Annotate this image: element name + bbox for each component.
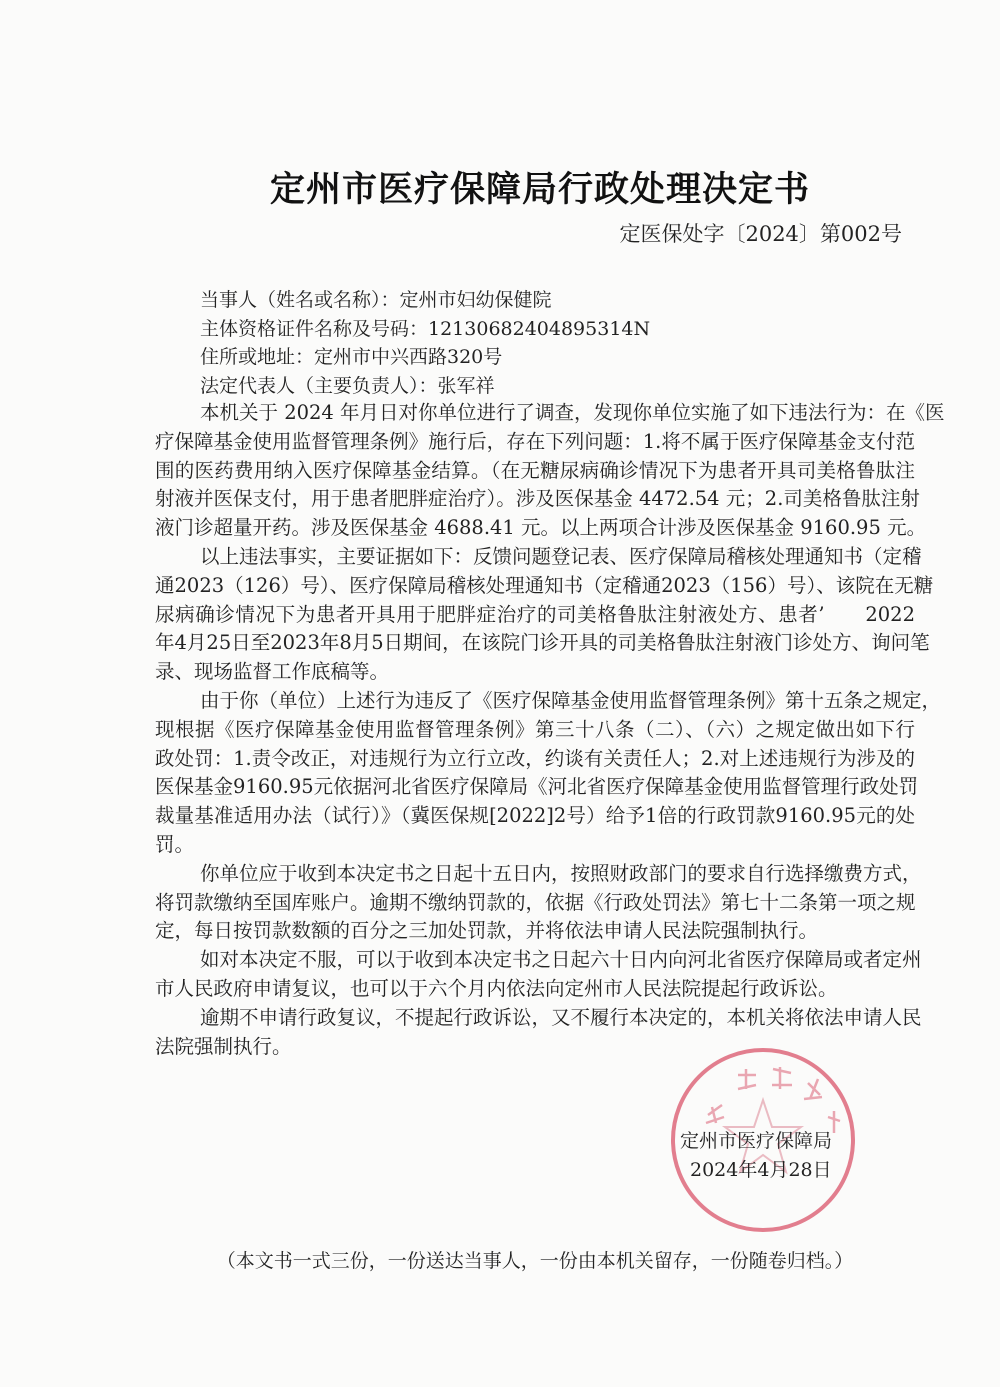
paragraph-line: 通2023（126）号）、医疗保障局稽核处理通知书（定稽通2023（156）号）、该院在无糖 [155, 573, 934, 597]
paragraph-line: 本机关于 2024 年月日对你单位进行了调查，发现你单位实施了如下违法行为：在《医 [200, 401, 945, 424]
decision-body [155, 399, 945, 1061]
party-name: 当事人（姓名或名称）：定州市妇幼保健院 [200, 289, 552, 311]
signature-organization: 定州市医疗保障局 [680, 1130, 833, 1152]
seal-lettering-marks [706, 1067, 840, 1133]
paragraph-line: 射液并医保支付，用于患者肥胖症治疗）。涉及医保基金 4472.54 元；2.司美格鲁肽注射 [155, 487, 920, 511]
paragraph-line: 液门诊超量开药。涉及医保基金 4688.41 元。以上两项合计涉及医保基金 9160.95 元。 [155, 516, 927, 540]
signature-date: 2024年4月28日 [690, 1159, 832, 1181]
paragraph-line: 录、现场监督工作底稿等。 [155, 660, 390, 684]
paragraph-line: 年4月25日至2023年8月5日期间，在该院门诊开具的司美格鲁肽注射液门诊处方、询问笔 [155, 631, 930, 655]
paragraph-line: 定，每日按罚款数额的百分之三加处罚款，并将依法申请人民法院强制执行。 [155, 919, 819, 943]
party-representative: 法定代表人（主要负责人）：张军祥 [200, 375, 495, 397]
paragraph-line: 将罚款缴纳至国库账户。逾期不缴纳罚款的，依据《行政处罚法》第七十二条第一项之规 [155, 890, 916, 914]
paragraph-line: 如对本决定不服，可以于收到本决定书之日起六十日内向河北省医疗保障局或者定州 [200, 948, 922, 972]
party-address: 住所或地址：定州市中兴西路320号 [200, 346, 503, 368]
document-number: 定医保处字〔2024〕第002号 [619, 222, 902, 246]
paragraph-line: 政处罚：1.责令改正，对违规行为立行立改，约谈有关责任人；2.对上述违规行为涉及的 [155, 746, 915, 770]
paragraph-line: 你单位应于收到本决定书之日起十五日内，按照财政部门的要求自行选择缴费方式， [200, 861, 922, 885]
paragraph-line: 裁量基准适用办法（试行）》（冀医保规[2022]2号）给予1倍的行政罚款9160.95元的处 [155, 804, 915, 828]
paragraph-line: 医保基金9160.95元依据河北省医疗保障局《河北省医疗保障基金使用监督管理行政处罚 [155, 775, 919, 799]
document-footer-note: （本文书一式三份，一份送达当事人，一份由本机关留存，一份随卷归档。） [216, 1250, 854, 1272]
document-title: 定州市医疗保障局行政处理决定书 [269, 169, 810, 210]
paragraph-line: 法院强制执行。 [155, 1034, 292, 1058]
paragraph-line: 尿病确诊情况下为患者开具用于肥胖症治疗的司美格鲁肽注射液处方、患者’ 2022 [155, 602, 915, 626]
paragraph-line: 围的医药费用纳入医疗保障基金结算。（在无糖尿病确诊情况下为患者开具司美格鲁肽注 [155, 458, 915, 482]
paragraph-line: 现根据《医疗保障基金使用监督管理条例》第三十八条（二）、（六）之规定做出如下行 [155, 717, 915, 741]
paragraph-line: 由于你（单位）上述行为违反了《医疗保障基金使用监督管理条例》第十五条之规定， [200, 688, 942, 712]
paragraph-line: 市人民政府申请复议，也可以于六个月内依法向定州市人民法院提起行政诉讼。 [155, 976, 838, 1000]
paragraph-line: 疗保障基金使用监督管理条例》施行后，存在下列问题：1.将不属于医疗保障基金支付范 [155, 429, 915, 453]
paragraph-line: 以上违法事实，主要证据如下：反馈问题登记表、医疗保障局稽核处理通知书（定稽 [200, 544, 922, 568]
paragraph-line: 逾期不申请行政复议，不提起行政诉讼，又不履行本决定的，本机关将依法申请人民 [200, 1005, 922, 1029]
party-certificate: 主体资格证件名称及号码：12130682404895314N [200, 318, 651, 340]
paragraph-line: 罚。 [155, 832, 195, 856]
